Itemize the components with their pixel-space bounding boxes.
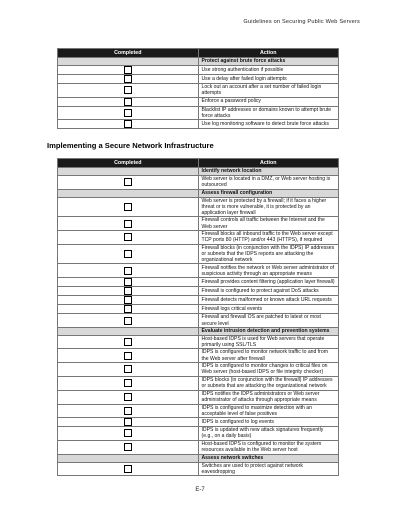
action-item: IDPS is configured to log events [198, 418, 339, 427]
action-item: Lock out an account after a set number of failed login attempts [198, 84, 339, 97]
action-item: Use a delay after failed login attempts [198, 75, 339, 84]
action-item: Firewall controls all traffic between the Internet and the Web server [198, 217, 339, 230]
action-item: IDPS blocks (in conjunction with the firewall) IP addresses or subnets that are attacking the organizational network [198, 376, 339, 390]
action-item: Host-based IDPS is used for Web servers that operate primarily using SSL/TLS [198, 336, 339, 349]
completed-checkbox[interactable] [124, 233, 132, 241]
action-item: Firewall detects malformed or known attack URL requests [198, 296, 339, 305]
action-item: IDPS notifies the IDPS administrators or Web server administrator of attacks through appropriate means [198, 390, 339, 404]
completed-checkbox[interactable] [124, 296, 132, 304]
action-item: Use log monitoring software to detect brute force attacks [198, 120, 339, 129]
section-heading: Assess firewall configuration [198, 189, 339, 197]
completed-checkbox[interactable] [124, 365, 132, 373]
action-item: Web server is located in a DMZ, or Web server hosting is outsourced [198, 176, 339, 189]
completed-checkbox[interactable] [124, 443, 132, 451]
completed-checkbox[interactable] [124, 120, 132, 128]
brute-force-checklist-table [57, 48, 339, 129]
action-item: IDPS is configured to monitor changes to critical files on Web server (host-based IDPS or file integrity checker) [198, 362, 339, 376]
action-item: Web server is protected by a firewall; if it faces a higher threat or is more vulnerable, it is protected by an application layer firewall [198, 197, 339, 217]
completed-checkbox[interactable] [124, 203, 132, 211]
running-head: Guidelines on Securing Public Web Servers [243, 19, 360, 25]
completed-checkbox[interactable] [124, 352, 132, 360]
network-infrastructure-checklist-table [57, 158, 339, 476]
action-item: Use strong authentication if possible [198, 66, 339, 75]
action-item: IDPS is configured to maximize detection with an acceptable level of false positives [198, 404, 339, 417]
action-item: Firewall notifies the network or Web server administrator of suspicious activity through an appropriate means [198, 264, 339, 278]
completed-checkbox[interactable] [124, 418, 132, 426]
section-heading: Protect against brute force attacks [198, 58, 339, 66]
action-item: Enforce a password policy [198, 97, 339, 106]
section-heading: Evaluate intrusion detection and prevention systems [198, 327, 339, 335]
completed-checkbox[interactable] [124, 98, 132, 106]
action-item: Blacklist IP addresses or domains known to attempt brute force attacks [198, 106, 339, 119]
completed-checkbox[interactable] [124, 393, 132, 401]
completed-checkbox[interactable] [124, 66, 132, 74]
section-heading: Assess network switches [198, 454, 339, 462]
action-item: Firewall and firewall OS are patched to latest or most secure level [198, 314, 339, 327]
section-title: Implementing a Secure Network Infrastructure [47, 141, 214, 150]
completed-column-header: Completed [58, 159, 199, 168]
action-item: IDPS is updated with new attack signatures frequently (e.g., on a daily basis) [198, 427, 339, 440]
completed-checkbox[interactable] [124, 250, 132, 258]
action-item: Firewall blocks all inbound traffic to the Web server except TCP ports 80 (HTTP) and/or 443 (HTTPS), if required [198, 230, 339, 244]
action-column-header: Action [198, 159, 339, 168]
completed-checkbox[interactable] [124, 305, 132, 313]
completed-column-header: Completed [58, 49, 199, 58]
completed-checkbox[interactable] [124, 267, 132, 275]
completed-checkbox[interactable] [124, 278, 132, 286]
action-item: Switches are used to protect against network eavesdropping [198, 462, 339, 475]
completed-checkbox[interactable] [124, 220, 132, 228]
completed-checkbox[interactable] [124, 86, 132, 94]
completed-checkbox[interactable] [124, 429, 132, 437]
action-item: Firewall is configured to protect against DoS attacks [198, 287, 339, 296]
completed-checkbox[interactable] [124, 287, 132, 295]
section-heading: Identify network location [198, 168, 339, 176]
completed-checkbox[interactable] [124, 465, 132, 473]
completed-checkbox[interactable] [124, 109, 132, 117]
action-item: Firewall logs critical events [198, 305, 339, 314]
completed-checkbox[interactable] [124, 317, 132, 325]
action-item: Firewall provides content filtering (application layer firewall) [198, 278, 339, 287]
action-item: Firewall blocks (in conjunction with the IDPS) IP addresses or subnets that the IDPS reports are attacking the organizational network [198, 244, 339, 264]
page-number: E-7 [195, 487, 205, 493]
completed-checkbox[interactable] [124, 75, 132, 83]
action-item: Host-based IDPS is configured to monitor the system resources available in the Web server host [198, 440, 339, 454]
completed-checkbox[interactable] [124, 407, 132, 415]
completed-checkbox[interactable] [124, 178, 132, 186]
action-column-header: Action [198, 49, 339, 58]
completed-checkbox[interactable] [124, 338, 132, 346]
completed-checkbox[interactable] [124, 379, 132, 387]
action-item: IDPS is configured to monitor network traffic to and from the Web server after firewall [198, 349, 339, 362]
